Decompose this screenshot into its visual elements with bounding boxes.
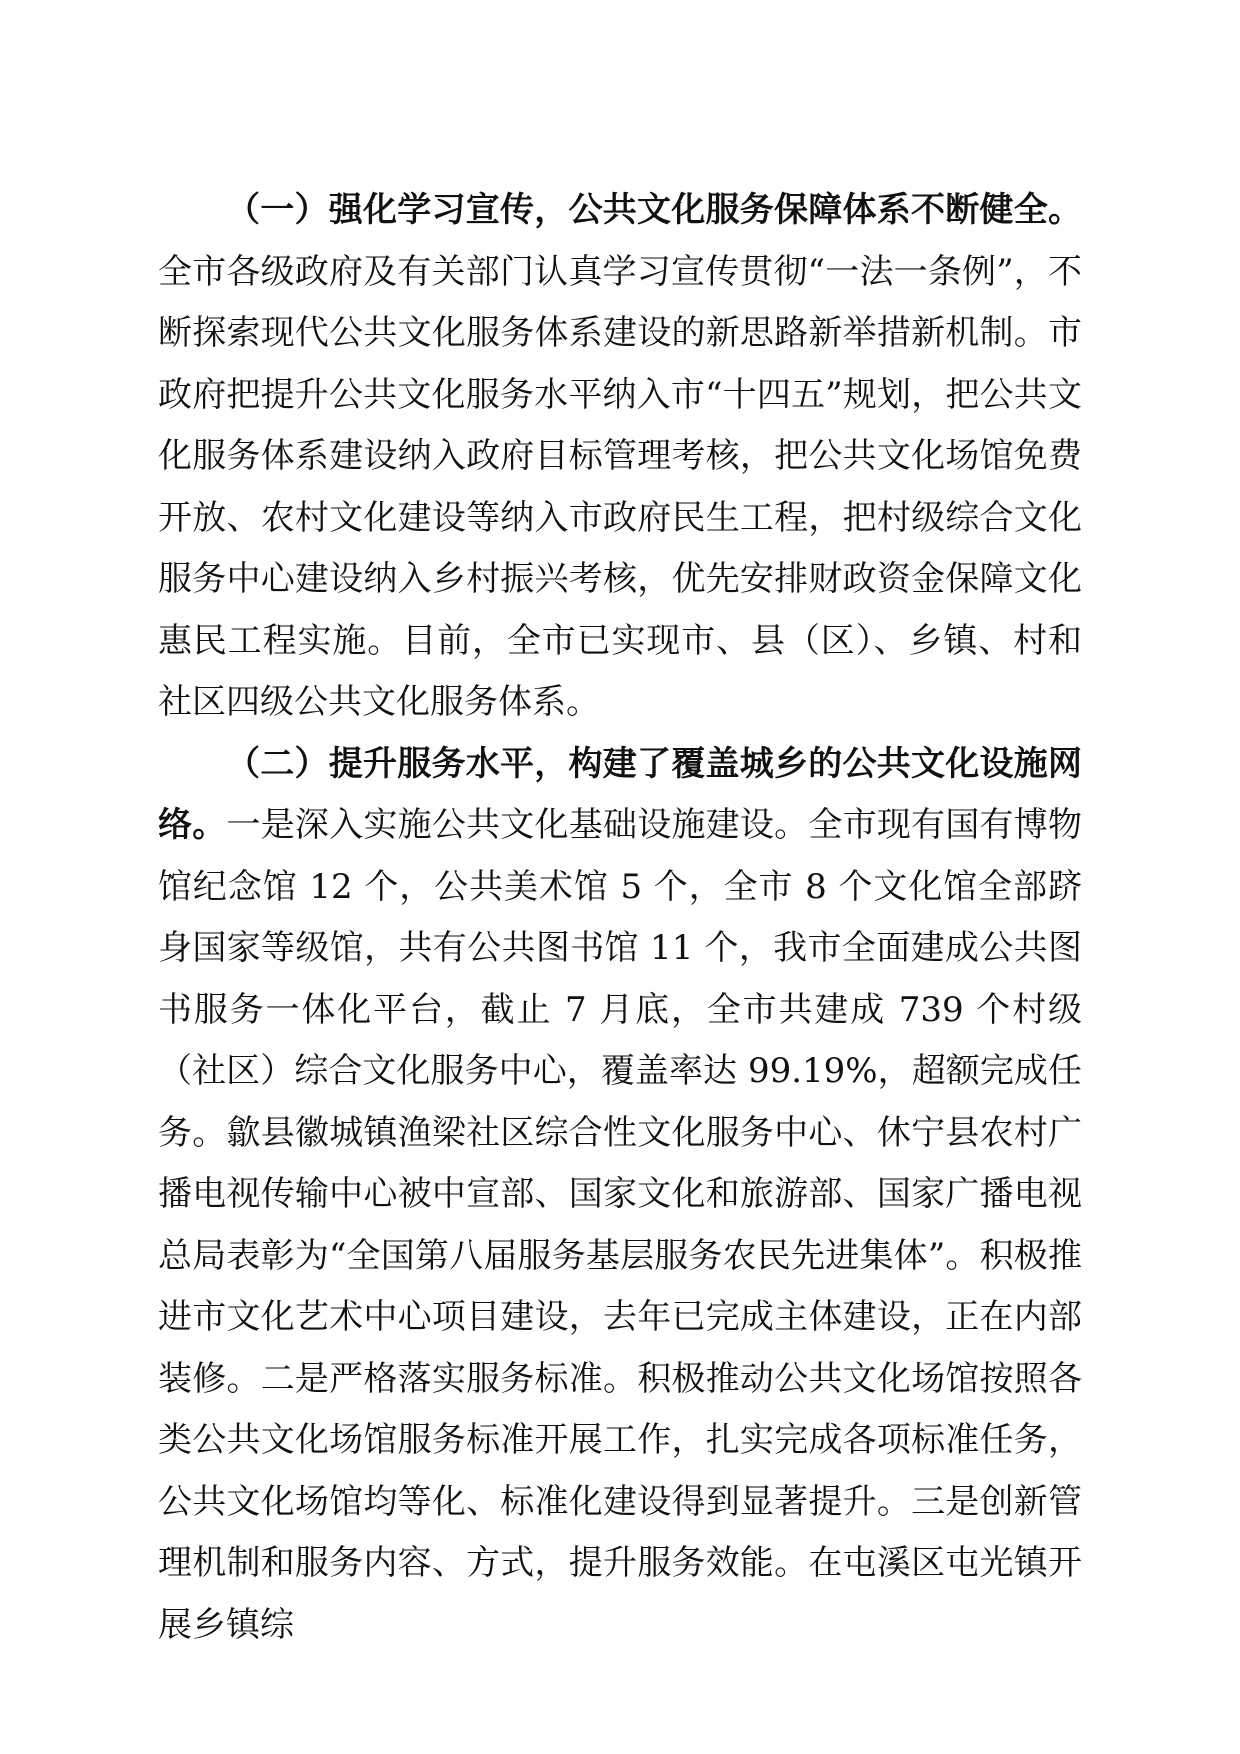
paragraph-section-1 (158, 180, 1082, 734)
section-1-body: 全市各级政府及有关部门认真学习宣传贯彻“一法一条例”，不断探索现代公共文化服务体系建设的新思路新举措新机制。市政府把提升公共文化服务水平纳入市“十四五”规划，把公共文化服务体系建设纳入政府目标管理考核，把公共文化场馆免费开放、农村文化建设等纳入市政府民生工程，把村级综合文化服务中心建设纳入乡村振兴考核，优先安排财政资金保障文化惠民工程实施。目前，全市已实现市、县（区）、乡镇、村和社区四级公共文化服务体系。 (158, 251, 1082, 722)
document-body (158, 180, 1082, 1656)
section-2-heading: （二）提升服务水平，构建了覆盖城乡的公共文化设施网络。 (158, 743, 1082, 845)
paragraph-section-2 (158, 734, 1082, 1657)
section-1-heading: （一）强化学习宣传，公共文化服务保障体系不断健全。 (226, 190, 1082, 230)
section-2-body: 一是深入实施公共文化基础设施建设。全市现有国有博物馆纪念馆 12 个，公共美术馆 5 个，全市 8 个文化馆全部跻身国家等级馆，共有公共图书馆 11 个，我市全面建成公共图书服务一体化平台，截止 7 月底，全市共建成 739 个村级（社区）综合文化服务中心，覆盖率达 99.19%，超额完成任务。歙县徽城镇渔梁社区综合性文化服务中心、休宁县农村广播电视传输中心被中宣部、国家文化和旅游部、国家广播电视总局表彰为“全国第八届服务基层服务农民先进集体”。积极推进市文化艺术中心项目建设，去年已完成主体建设，正在内部装修。二是严格落实服务标准。积极推动公共文化场馆按照各类公共文化场馆服务标准开展工作，扎实完成各项标准任务，公共文化场馆均等化、标准化建设得到显著提升。三是创新管理机制和服务内容、方式，提升服务效能。在屯溪区屯光镇开展乡镇综 (158, 805, 1083, 1645)
